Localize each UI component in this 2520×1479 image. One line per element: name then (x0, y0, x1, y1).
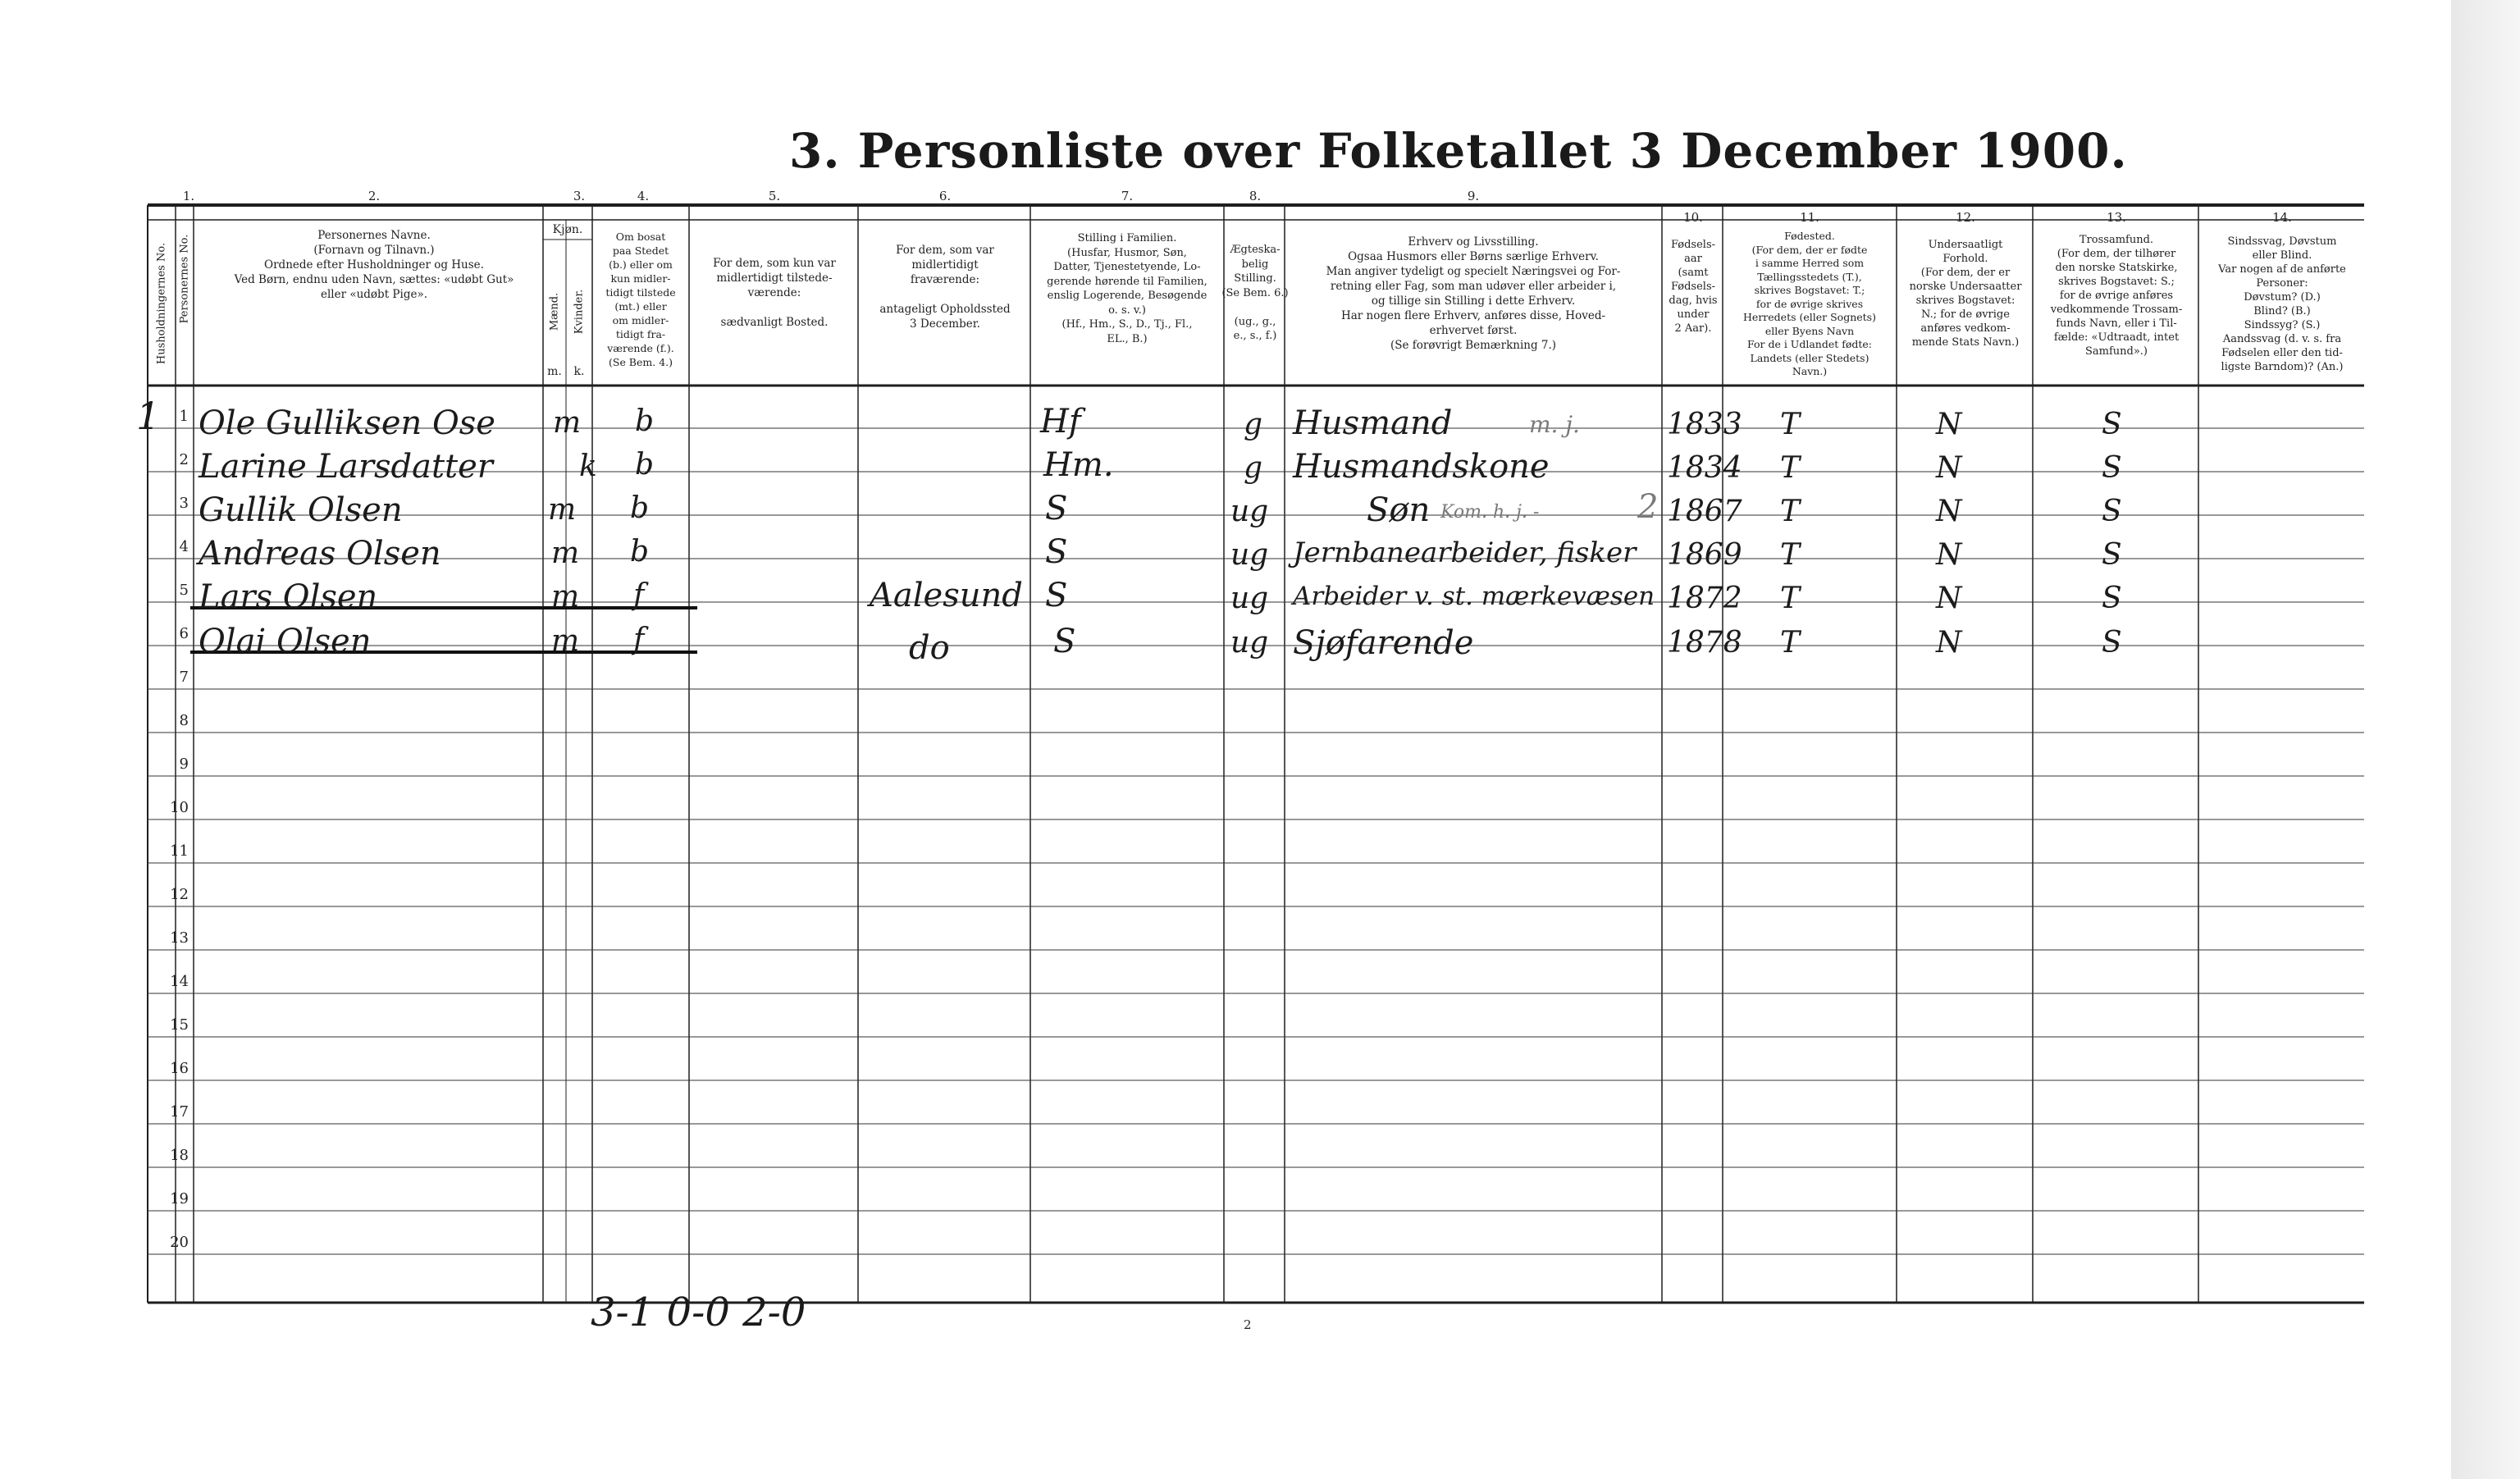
header-sex-k: k. (573, 365, 585, 378)
row-number: 17 (170, 1103, 189, 1121)
header-sex-m: m. (547, 365, 562, 378)
colnum-4: 4. (637, 189, 650, 203)
colnum-7: 7. (1121, 189, 1134, 203)
person-marital: ug (1230, 495, 1269, 528)
colnum-3: 3. (573, 189, 586, 203)
colnum-13: 13. (2107, 210, 2126, 225)
row-number: 19 (170, 1190, 189, 1207)
occupation-annotation: Kom. h. j. - (1440, 502, 1540, 523)
colnum-10: 10. (1683, 210, 1703, 225)
person-absent-place: Aalesund (870, 577, 1023, 614)
row-number: 2 (179, 451, 189, 468)
person-sex: m (551, 624, 580, 658)
header-insanity: Sindssvag, Døvstum eller Blind. Var nogen af de anførte Personer: Døvstum? (D.) Blind? (B.) Sindssyg? (S.) Aandssvag (d. v. s. fra Fødselen eller den tid- ligste Barndom)? (An.) (2218, 235, 2346, 373)
person-family-position: S (1045, 577, 1068, 614)
row-number: 5 (179, 582, 189, 599)
margin-annotation: 2 (1637, 488, 1659, 526)
person-occupation: Arbeider v. st. mærkevæsen (1293, 582, 1655, 611)
header-men: Mænd. (548, 292, 561, 331)
occupation-annotation: m. j. (1529, 411, 1580, 438)
person-religion: S (2102, 451, 2122, 485)
row-number: 9 (179, 755, 189, 773)
person-sex: m (551, 536, 580, 570)
person-family-position: S (1045, 533, 1068, 571)
person-residence: b (635, 404, 655, 438)
person-birthplace: T (1780, 495, 1801, 528)
header-birth-year: Fødsels- aar (samt Fødsels- dag, hvis under 2 Aar). (1669, 239, 1718, 335)
header-women: Kvinder. (573, 289, 586, 335)
row-number: 3 (179, 495, 189, 512)
header-person-no: Personernes No. (178, 234, 191, 324)
colnum-2: 2. (368, 189, 381, 203)
colnum-6: 6. (938, 189, 952, 203)
row-number: 15 (170, 1016, 189, 1034)
person-name: Gullik Olsen (199, 491, 403, 529)
household-number: 1 (136, 394, 161, 438)
person-residence: b (630, 535, 650, 568)
person-birth-year: 1833 (1667, 408, 1742, 441)
person-occupation: Husmandskone (1293, 448, 1550, 486)
header-occupation: Erhverv og Livsstilling. Ogsaa Husmors eller Børns særlige Erhverv. Man angiver tydeligt og specielt Næringsvei og For- retning eller Fag, som man udøver eller arbeider i, og tillige sin Stilling i dette Erhverv. Har nogen flere Erhverv, anføres disse, Hoved- erhvervet først. (Se forøvrigt Bemærkning 7.) (1326, 235, 1621, 352)
row-number: 14 (170, 973, 189, 990)
colnum-11: 11. (1800, 210, 1819, 225)
person-family-position: Hm. (1043, 446, 1114, 484)
person-occupation: Sjøfarende (1293, 624, 1474, 662)
colnum-14: 14. (2272, 210, 2292, 225)
person-birth-year: 1878 (1667, 626, 1742, 660)
colnum-9: 9. (1467, 189, 1480, 203)
page-number: 2 (1244, 1317, 1252, 1332)
person-birthplace: T (1780, 408, 1801, 441)
person-citizenship: N (1936, 538, 1962, 572)
person-citizenship: N (1936, 451, 1962, 485)
person-occupation: Søn (1367, 491, 1431, 529)
header-birthplace: Fødested. (For dem, der er fødte i samme Herred som Tællingsstedets (T.), skrives Bogstavet: T.; for de øvrige skrives Herredets (eller Sognets) eller Byens Navn For de i Udlandet fødte: Landets (eller Stedets) Navn.) (1743, 230, 1876, 377)
row-number: 4 (179, 538, 189, 555)
tally-totals: 3-1 0-0 2-0 (591, 1290, 806, 1335)
person-residence: b (635, 448, 655, 482)
page-title: 3. Personliste over Folketallet 3 December 1900. (789, 123, 2128, 179)
colnum-12: 12. (1956, 210, 1975, 225)
person-citizenship: N (1936, 582, 1962, 615)
person-birth-year: 1867 (1667, 495, 1742, 528)
row-number: 12 (170, 886, 189, 903)
row-number: 10 (170, 799, 189, 816)
person-birthplace: T (1780, 582, 1801, 615)
person-sex: m (548, 493, 577, 527)
person-sex: m (553, 406, 582, 440)
row-number: 6 (179, 625, 189, 642)
person-name: Larine Larsdatter (199, 448, 493, 486)
person-birthplace: T (1780, 538, 1801, 572)
person-occupation: Husmand (1293, 404, 1453, 442)
header-names: Personernes Navne. (Fornavn og Tilnavn.) Ordnede efter Husholdninger og Huse. Ved Børn, endnu uden Navn, sættes: «udøbt Gut» eller «udøbt Pige». (234, 229, 514, 301)
person-residence: f (633, 623, 645, 656)
person-name: Ole Gulliksen Ose (199, 404, 495, 442)
header-marital: Ægteska- belig Stilling. (Se Bem. 6.) (ug., g., e., s., f.) (1221, 244, 1289, 342)
person-citizenship: N (1936, 495, 1962, 528)
person-sex: m (551, 580, 580, 614)
person-religion: S (2102, 408, 2122, 441)
person-citizenship: N (1936, 408, 1962, 441)
person-family-position: S (1045, 490, 1068, 527)
person-absent-place: do (909, 629, 950, 667)
person-marital: ug (1230, 538, 1269, 572)
row-number: 13 (170, 929, 189, 947)
person-religion: S (2102, 538, 2122, 572)
person-religion: S (2102, 495, 2122, 528)
header-family-position: Stilling i Familien. (Husfar, Husmor, Søn, Datter, Tjenestetyende, Lo- gerende hørende til Familien, enslig Logerende, Besøgende o. s. v.) (Hf., Hm., S., D., Tj., Fl., EL., B.) (1047, 232, 1208, 345)
person-marital: g (1244, 408, 1263, 441)
person-marital: ug (1230, 582, 1269, 615)
person-name-struck: Lars Olsen (199, 578, 378, 616)
person-marital: ug (1230, 626, 1269, 660)
colnum-1: 1. (182, 189, 195, 203)
header-residence: Om bosat paa Stedet (b.) eller om kun midler- tidigt tilstede (mt.) eller om midler- tidigt fra- værende (f.). (Se Bem. 4.) (605, 231, 676, 368)
person-birthplace: T (1780, 451, 1801, 485)
person-religion: S (2102, 582, 2122, 615)
person-marital: g (1244, 451, 1263, 485)
person-family-position: S (1053, 623, 1076, 660)
person-religion: S (2102, 626, 2122, 660)
person-name: Andreas Olsen (199, 535, 441, 573)
colnum-8: 8. (1249, 189, 1262, 203)
header-sex: Kjøn. (552, 223, 583, 236)
person-family-position: Hf (1040, 403, 1081, 441)
person-birth-year: 1869 (1667, 538, 1742, 572)
row-number: 1 (179, 408, 189, 425)
person-birth-year: 1872 (1667, 582, 1742, 615)
row-number: 18 (170, 1147, 189, 1164)
person-name-struck: Olai Olsen (199, 623, 372, 660)
row-number: 7 (179, 669, 189, 686)
person-citizenship: N (1936, 626, 1962, 660)
row-number: 8 (179, 712, 189, 729)
header-temp-absent: For dem, som var midlertidigt fraværende: antageligt Opholdssted 3 December. (879, 244, 1011, 331)
row-number: 16 (170, 1060, 189, 1077)
person-sex: k (579, 450, 597, 483)
person-occupation: Jernbanearbeider, fisker (1293, 536, 1637, 569)
person-birth-year: 1834 (1667, 451, 1742, 485)
person-birthplace: T (1780, 626, 1801, 660)
person-residence: b (630, 491, 650, 525)
header-household-no: Husholdningernes No. (155, 242, 168, 365)
row-number: 11 (170, 842, 189, 860)
person-residence: f (633, 578, 645, 612)
header-temp-present: For dem, som kun var midlertidigt tilstede- værende: sædvanligt Bosted. (713, 257, 836, 329)
header-religion: Trossamfund. (For dem, der tilhører den norske Statskirke, skrives Bogstavet: S.; for de øvrige anføres vedkommende Trossam- funds Navn, eller i Til- fælde: «Udtraadt, intet Samfund».) (2050, 234, 2183, 358)
row-number: 20 (170, 1234, 189, 1251)
header-citizenship: Undersaatligt Forhold. (For dem, der er norske Undersaatter skrives Bogstavet: N.; for de øvrige anføres vedkom- mende Stats Navn.) (1909, 239, 2022, 349)
colnum-5: 5. (768, 189, 781, 203)
